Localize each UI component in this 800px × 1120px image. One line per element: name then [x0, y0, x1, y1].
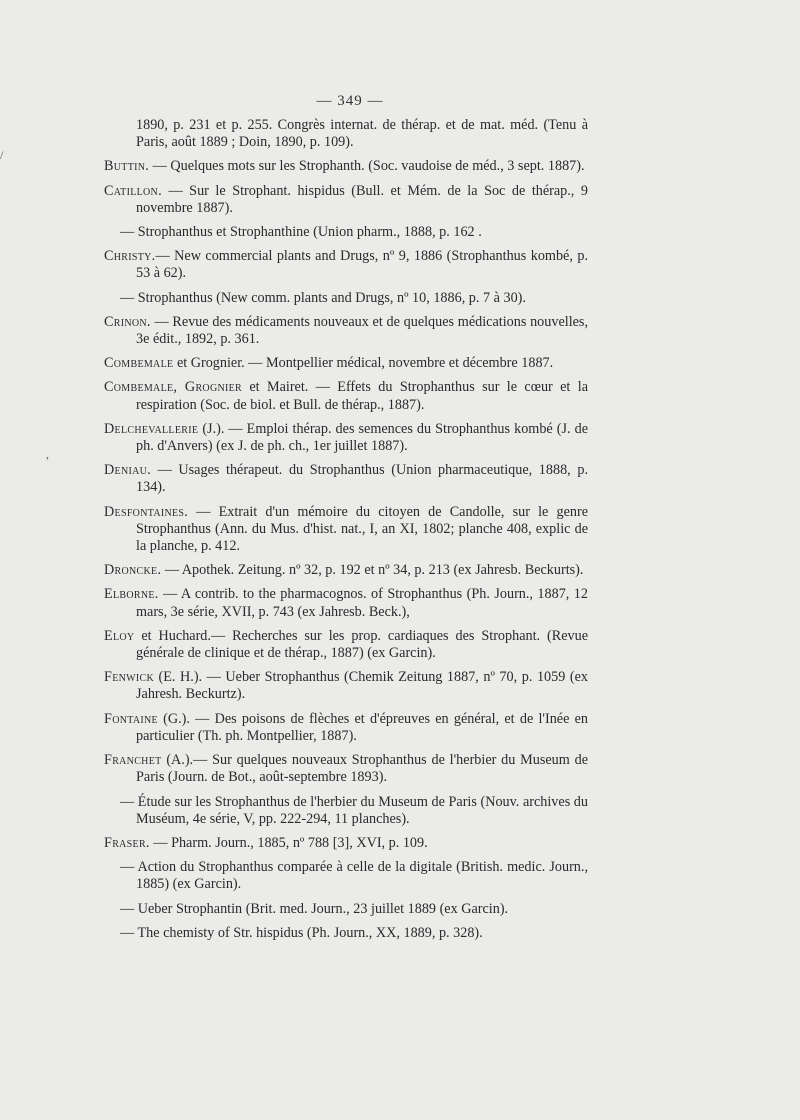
bibliography-entry: [104, 901, 588, 918]
entry-author: Fontaine: [104, 710, 158, 727]
bibliography-entry: [104, 711, 588, 745]
page-number: — 349 —: [316, 93, 384, 109]
entry-author: Christy.: [104, 248, 156, 265]
entry-author: Delchevallerie: [104, 420, 199, 437]
entry-text: — Étude sur les Strophanthus de l'herbier du Museum de Paris (Nouv. archives du Muséum, 4e série, V, pp. 222-294, 11 planches).: [120, 793, 588, 827]
bibliography-entry: [104, 859, 588, 893]
bibliography-entry: [104, 421, 588, 455]
entry-text: — A contrib. to the pharmacognos. of Strophanthus (Ph. Journ., 1887, 12 mars, 3e série, XVII, p. 743 (ex Jahresb. Beck.),: [136, 586, 588, 620]
bibliography-entry: [104, 752, 588, 786]
entry-text: — Apothek. Zeitung. nº 32, p. 192 et nº 34, p. 213 (ex Jahresb. Beckurts).: [161, 562, 584, 579]
entry-author: Deniau.: [104, 462, 151, 479]
entry-text: et Huchard.— Recherches sur les prop. cardiaques des Strophant. (Revue générale de clinique et de thérap., 1887) (ex Garcin).: [134, 627, 588, 662]
entry-author: Crinon.: [104, 313, 151, 330]
entry-text: — Quelques mots sur les Strophanth. (Soc. vaudoise de méd., 3 sept. 1887).: [149, 158, 585, 175]
entry-author: Buttin.: [104, 158, 150, 175]
entry-text: (E. H.). — Ueber Strophanthus (Chemik Zeitung 1887, nº 70, p. 1059 (ex Jahresh. Beckurtz).: [136, 669, 588, 703]
entry-text: — Action du Strophanthus comparée à celle de la digitale (British. medic. Journ., 1885) (ex Garcin).: [120, 859, 588, 893]
bibliography-entry: [104, 355, 588, 372]
entry-text: et Grognier. — Montpellier médical, novembre et décembre 1887.: [173, 355, 554, 372]
entry-text: (A.).— Sur quelques nouveaux Strophanthus de l'herbier du Museum de Paris (Journ. de Bot., août-septembre 1893).: [136, 752, 588, 786]
entry-text: — The chemisty of Str. hispidus (Ph. Journ., XX, 1889, p. 328).: [120, 924, 483, 941]
bibliography-entry: [104, 117, 588, 151]
entry-text: — Pharm. Journ., 1885, nº 788 [3], XVI, p. 109.: [149, 834, 428, 851]
entry-author: Fraser.: [104, 834, 150, 851]
entry-author: Eloy: [104, 627, 135, 644]
entry-author: Combemale: [104, 355, 174, 372]
bibliography-entry: [104, 183, 588, 217]
entry-text: 1890, p. 231 et p. 255. Congrès internat. de thérap. et de mat. méd. (Tenu à Paris, août 1889 ; Doin, 1890, p. 109).: [136, 117, 588, 151]
bibliography-entry: [104, 586, 588, 620]
bibliography-entry: [104, 925, 588, 942]
entry-text: (G.). — Des poisons de flèches et d'épreuves en général, et de l'Inée en particulier (Th. ph. Montpellier, 1887).: [136, 710, 588, 744]
entry-text: — Strophanthus et Strophanthine (Union pharm., 1888, p. 162 .: [120, 224, 482, 241]
bibliography-entry: [104, 379, 588, 413]
entry-author: Combemale, Grognier: [104, 379, 242, 396]
entry-author: Droncke.: [104, 562, 162, 579]
bibliography-list: [104, 117, 588, 949]
entry-text: et Mairet. — Effets du Strophanthus sur le cœur et la respiration (Soc. de biol. et Bull. de thérap., 1887).: [136, 379, 588, 413]
entry-author: Catillon.: [104, 182, 162, 199]
entry-text: — Usages thérapeut. du Strophanthus (Union pharmaceutique, 1888, p. 134).: [136, 462, 588, 496]
bibliography-entry: [104, 794, 588, 828]
bibliography-entry: [104, 835, 588, 852]
entry-author: Fenwick: [104, 669, 154, 686]
entry-text: — Sur le Strophant. hispidus (Bull. et Mém. de la Soc de thérap., 9 novembre 1887).: [136, 182, 588, 216]
bibliography-entry: [104, 224, 588, 241]
margin-mark: /: [0, 148, 4, 162]
entry-text: — New commercial plants and Drugs, nº 9, 1886 (Strophanthus kombé, p. 53 à 62).: [136, 248, 588, 282]
bibliography-entry: [104, 290, 588, 307]
entry-author: Elborne.: [104, 586, 159, 603]
margin-mark: ,: [46, 447, 49, 461]
entry-author: Franchet: [104, 752, 162, 769]
bibliography-entry: [104, 248, 588, 282]
entry-author: Desfontaines.: [104, 503, 189, 520]
bibliography-entry: [104, 504, 588, 556]
bibliography-entry: [104, 158, 588, 175]
entry-text: — Revue des médicaments nouveaux et de quelques médications nouvelles, 3e édit., 1892, p. 361.: [136, 313, 588, 348]
entry-text: — Strophanthus (New comm. plants and Drugs, nº 10, 1886, p. 7 à 30).: [120, 289, 526, 306]
bibliography-entry: [104, 562, 588, 579]
bibliography-entry: [104, 462, 588, 496]
entry-text: — Extrait d'un mémoire du citoyen de Candolle, sur le genre Strophanthus (Ann. du Mus. d'hist. nat., I, an XI, 1802; planche 408, explic de la planche, p. 412.: [136, 503, 588, 555]
bibliography-entry: [104, 669, 588, 703]
bibliography-entry: [104, 314, 588, 348]
entry-text: (J.). — Emploi thérap. des semences du Strophanthus kombé (J. de ph. d'Anvers) (ex J. de ph. ch., 1er juillet 1887).: [136, 420, 588, 455]
entry-text: — Ueber Strophantin (Brit. med. Journ., 23 juillet 1889 (ex Garcin).: [120, 900, 509, 917]
bibliography-entry: [104, 628, 588, 662]
